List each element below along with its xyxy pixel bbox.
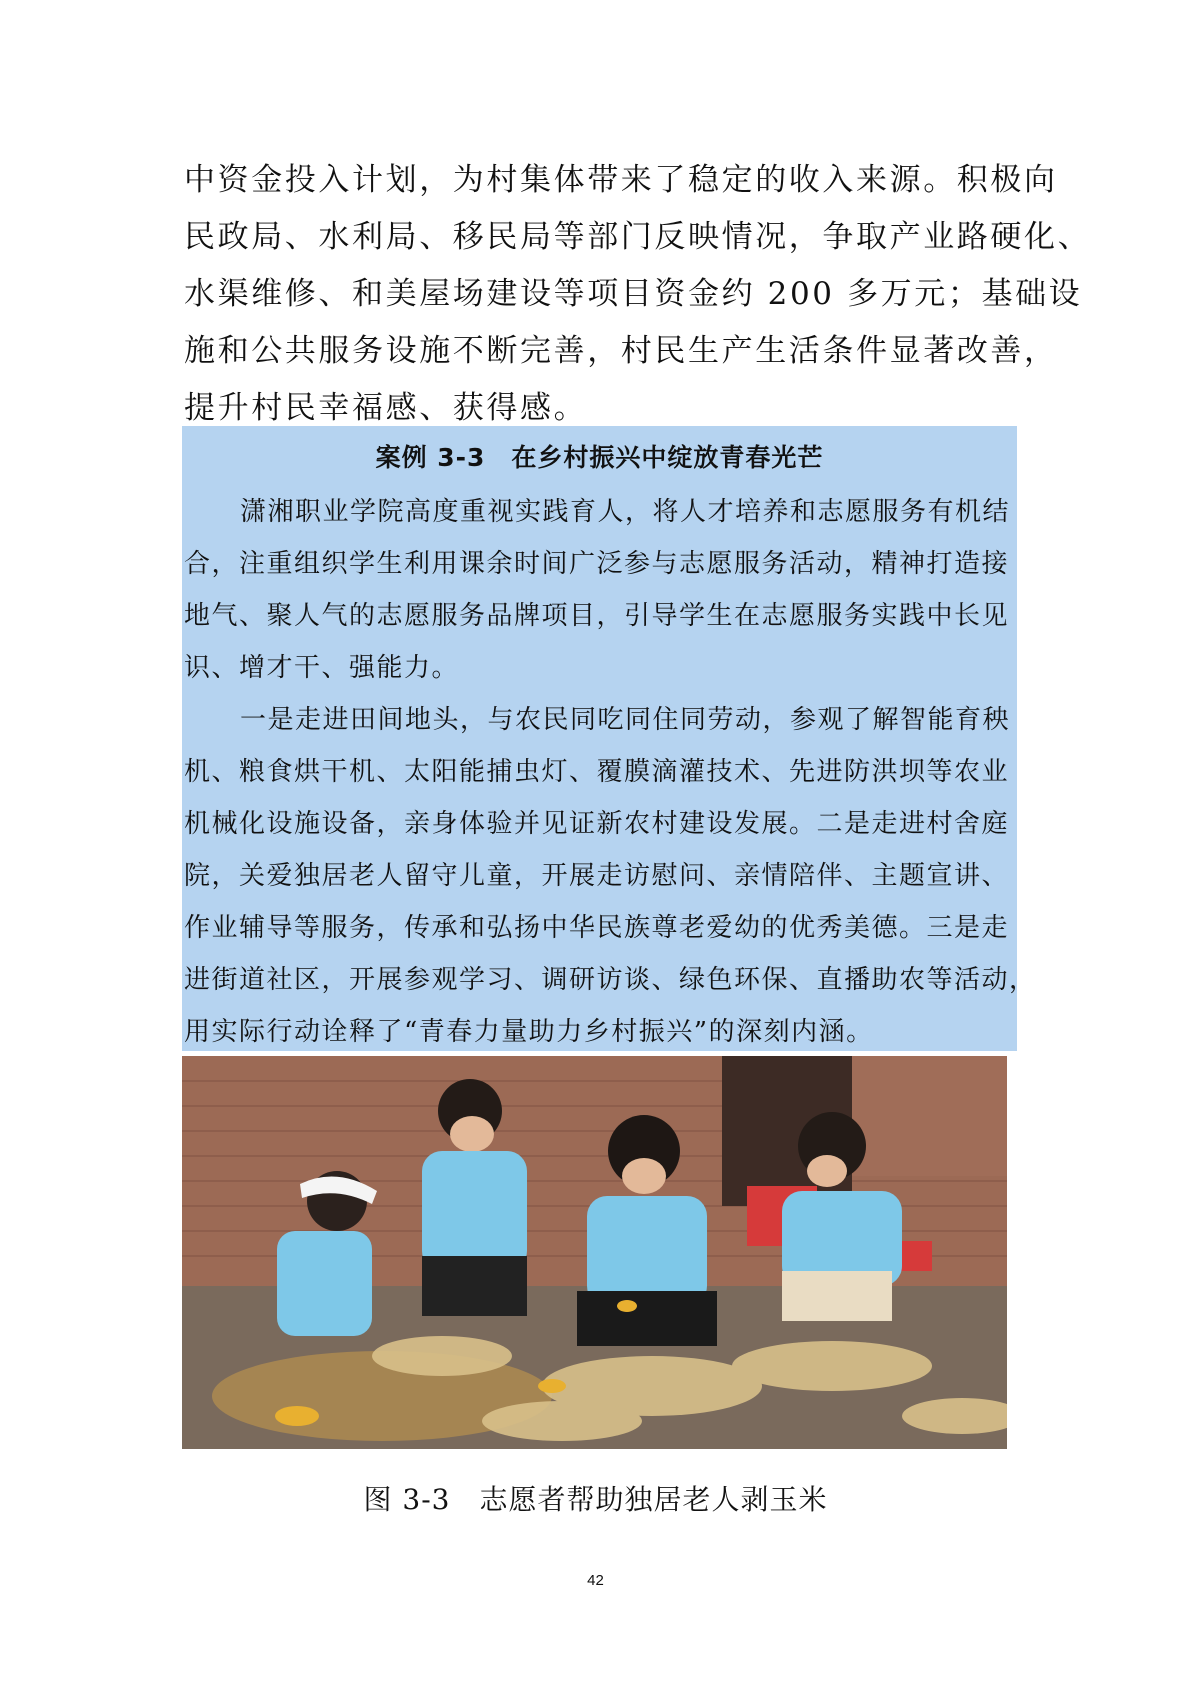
case-text [184,486,1037,1058]
case-study-box [182,426,1037,1051]
case-line: 机、粮食烘干机、太阳能捕虫灯、覆膜滴灌技术、先进防洪坝等农业 [184,757,1010,787]
case-line: 院，关爱独居老人留守儿童，开展走访慰问、亲情陪伴、主题宣讲、 [184,861,1010,891]
case-title: 案例 3-3 在乡村振兴中绽放青春光芒 [375,443,824,472]
body-line: 中资金投入计划，为村集体带来了稳定的收入来源。积极向 [184,162,1058,198]
case-line: 作业辅导等服务，传承和弘扬中华民族尊老爱幼的优秀美德。三是走 [184,913,1010,943]
body-paragraph [184,152,1092,437]
case-line: 合，注重组织学生利用课余时间广泛参与志愿服务活动，精神打造接 [184,549,1010,579]
volunteers-photo [182,1056,1007,1449]
case-line: 用实际行动诠释了“青春力量助力乡村振兴”的深刻内涵。 [184,1017,874,1047]
body-line: 提升村民幸福感、获得感。 [184,390,588,426]
page-number: 42 [587,1572,604,1589]
case-line: 进街道社区，开展参观学习、调研访谈、绿色环保、直播助农等活动， [184,965,1037,995]
case-line: 一是走进田间地头，与农民同吃同住同劳动，参观了解智能育秧 [240,705,1011,735]
body-line: 水渠维修、和美屋场建设等项目资金约 200 多万元；基础设 [184,276,1083,312]
case-line: 潇湘职业学院高度重视实践育人，将人才培养和志愿服务有机结 [240,497,1011,527]
case-line: 机械化设施设备，亲身体验并见证新农村建设发展。二是走进村舍庭 [184,809,1010,839]
photo-illustration [182,1056,1007,1449]
case-line: 识、增才干、强能力。 [184,653,460,683]
body-line: 民政局、水利局、移民局等部门反映情况，争取产业路硬化、 [184,219,1092,255]
case-line: 地气、聚人气的志愿服务品牌项目，引导学生在志愿服务实践中长见 [184,601,1010,631]
figure-caption: 图 3-3 志愿者帮助独居老人剥玉米 [363,1483,828,1516]
body-line: 施和公共服务设施不断完善，村民生产生活条件显著改善， [184,333,1058,369]
